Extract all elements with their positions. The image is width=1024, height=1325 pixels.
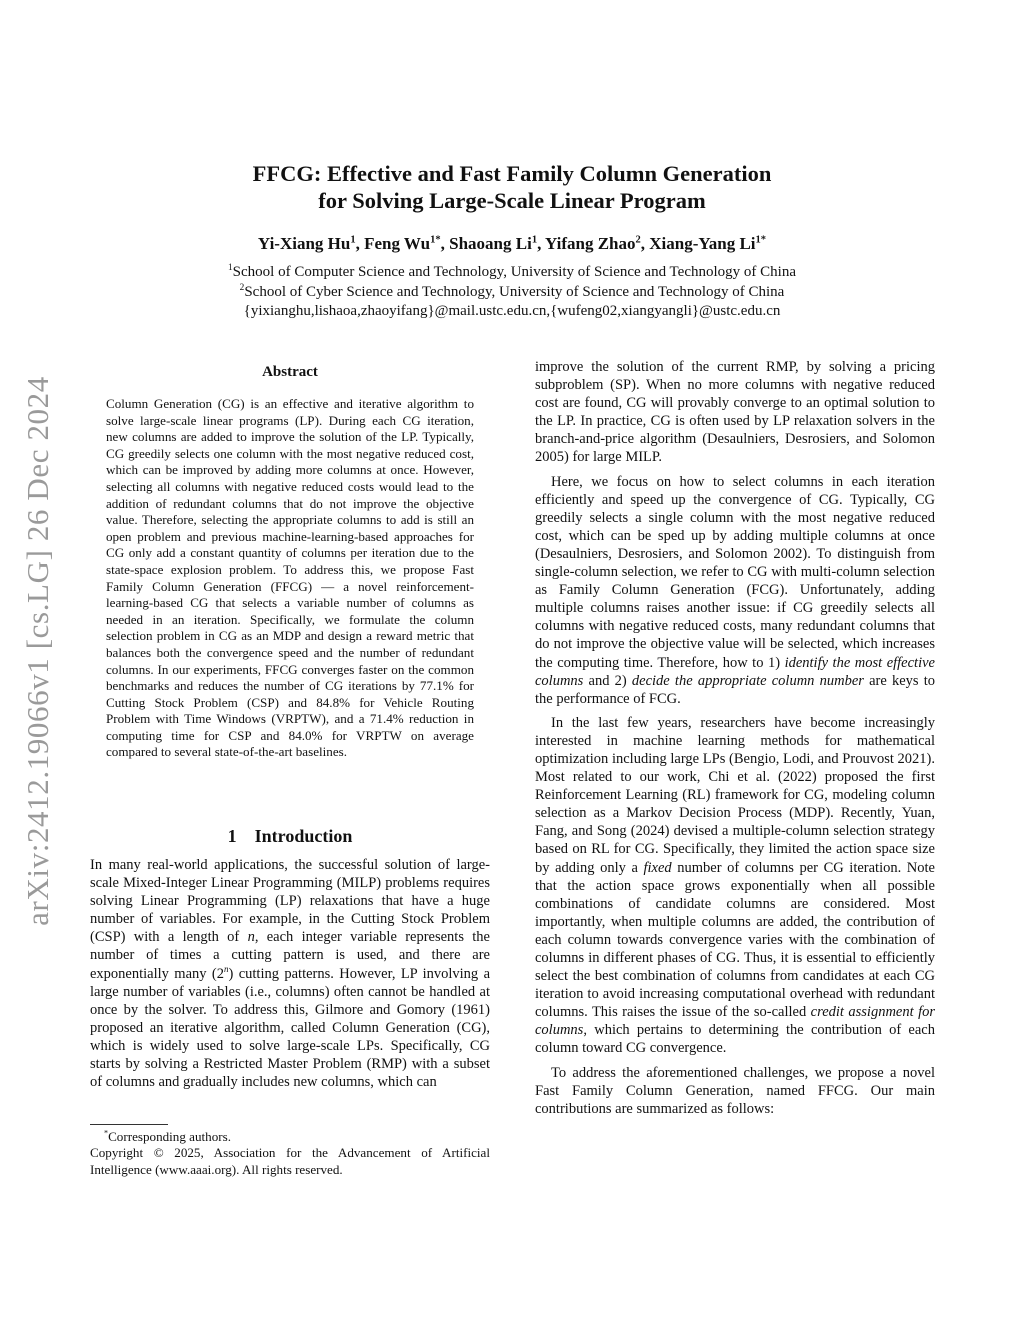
paragraph: To address the aforementioned challenges, we propose a novel Fast Family Column Generation, named FFCG. Our main contributions are summarized as follows: [535,1064,935,1117]
section-title: Introduction [254,826,353,846]
abstract-text: Column Generation (CG) is an effective and iterative algorithm to solve large-scale linear programs (LP). During each CG iteration, new columns are added to improve the solution of the LP. Typically, CG greedily selects one column with the most negative reduced cost, which can be improved by adding more columns at once. However, selecting all columns with negative reduced costs would lead to the addition of redundant columns that do not improve the objective value. Therefore, selecting the appropriate columns to add is still an open problem and previous machine-learning-based approaches for CG only add a constant quantity of columns per iteration due to the state-space explosion problem. To address this, we propose Fast Family Column Generation (FFCG) — a novel reinforcement-learning-based CG that selects a variable number of columns as needed in an iteration. Specifically, we formulate the column selection problem in CG as an MDP and design a reward metric that balances both the convergence speed and the number of redundant columns. In our experiments, FFCG converges faster on the common benchmarks and reduces the number of CG iterations by 77.1% for Cutting Stock Problem (CSP) and 84.8% for Vehicle Routing Problem with Time Windows (VRPTW), and a 71.4% reduction in computing time for CSP and 84.0% for VRPTW on average compared to several state-of-the-art baselines. [106,396,474,760]
paragraph: improve the solution of the current RMP, by solving a pricing subproblem (SP). When no more columns with negative reduced cost are found, CG will provably converge to an optimal solution to the LP. In practice, CG is often used by LP relaxation solvers in the branch-and-price algorithm (Desaulniers, Desrosiers, and Solomon 2005) for large MILP. [535,359,935,466]
arxiv-stamp [8,356,68,946]
author-affil-mark: 2 [635,234,641,246]
right-column [535,358,935,1124]
footnotes [90,1129,490,1178]
affiliations [100,263,924,322]
paragraph: In the last few years, researchers have become increasingly interested in machine learning methods for mathematical optimization including large LPs (Bengio, Lodi, and Prouvost 2021). Most related to our work, Chi et al. (2022) proposed the first Reinforcement Learning (RL) framework for CG, modeling column selection as a Markov Decision Process (MDP). Recently, Yuan, Fang, and Song (2024) devised a multiple-column selection strategy based on RL for CG. Specifically, they limited the action space size by adding only a fixed number of columns per CG iteration. Note that the action space grows exponentially when all possible combinations of candidate columns are considered. Most importantly, when multiple columns are added, the contribution of each column towards convergence varies with the combination of columns in different phases of CG. Thus, it is essential to efficiently select the best combination of columns from candidates at each CG iteration to avoid increasing computational overhead with redundant columns. This raises the issue of the so-called credit assignment for columns, which pertains to determining the contribution of each column toward CG convergence. [535,714,935,1057]
intro-paragraph: In many real-world applications, the successful solution of large-scale Mixed-Integer Linear Programming (MILP) problems requires solving Linear Programming (LP) relaxations that have a huge number of variables. For example, in the Cutting Stock Problem (CSP) with a length of n, each integer variable represents the number of times a cutting pattern is used, and there are exponentially many (2$^n$) cutting patterns. However, LP involving a large number of variables (i.e., columns) often cannot be handled at once by the solver. To address this, Gilmore and Gomory (1961) proposed an iterative algorithm, called Column Generation (CG), which is widely used to solve large-scale LPs. Specifically, CG starts by solving a Restricted Master Problem (RMP) with a subset of columns and gradually includes new columns, which can [90,857,490,1091]
email-line: {yixianghu,lishaoa,zhaoyifang}@mail.ustc.edu.cn,{wufeng02,xiangyangli}@ustc.edu.cn [243,303,781,319]
title-line-1: FFCG: Effective and Fast Family Column Generation [252,161,772,186]
affiliation-line: $^1$School of Computer Science and Technology, University of Science and Technology of China [228,263,796,280]
arxiv-stamp-text: arXiv:2412.19066v1 [cs.LG] 26 Dec 2024 [20,376,55,926]
paper-title [150,160,874,214]
section-number: 1 [227,826,237,846]
footnote-divider [90,1124,168,1125]
author-name: Xiang-Yang Li [649,234,756,253]
author-name: Shaoang Li [449,234,532,253]
paragraph: Here, we focus on how to select columns in each iteration efficiently and speed up the convergence of CG. Typically, CG greedily selects a single column with the most negative reduced cost, which can be sped up by adding multiple columns at once (Desaulniers, Desrosiers, and Solomon 2002). To distinguish from single-column selection, we refer to CG with multi-column selection as Family Column Generation (FCG). Unfortunately, adding multiple columns raises another issue: if CG greedily selects all columns with negative reduced costs, many redundant columns that do not improve the objective value will be selected, which increases the computing time. Therefore, how to 1) identify the most effective columns and 2) decide the appropriate column number are keys to the performance of FCG. [535,473,936,707]
author-name: Feng Wu [364,234,431,253]
copyright-notice: Copyright © 2025, Association for the Advancement of Artificial Intelligence (www.aaai.org). All rights reserved. [90,1145,490,1177]
author-affil-mark: 1* [755,234,767,246]
affiliation-line: $^2$School of Cyber Science and Technology, University of Science and Technology of China [239,282,785,300]
section-heading [90,826,490,847]
title-line-2: for Solving Large-Scale Linear Program [318,188,706,213]
author-affil-mark: 1 [531,234,538,246]
abstract-heading: Abstract [262,364,318,380]
author-name: Yi-Xiang Hu [257,234,351,253]
author-affil-mark: 1 [350,234,356,246]
author-name: Yifang Zhao [544,234,636,253]
author-list: Yi-Xiang Hu$^1$, Feng $Wu^{1*}$, Shaoang Li$^1$, Yifang Zhao$^2$, Xiang-Yang $Li^{1*}$ [257,234,767,253]
footnote-corresponding: *Corresponding authors. [104,1128,231,1144]
author-affil-mark: 1* [430,234,441,246]
